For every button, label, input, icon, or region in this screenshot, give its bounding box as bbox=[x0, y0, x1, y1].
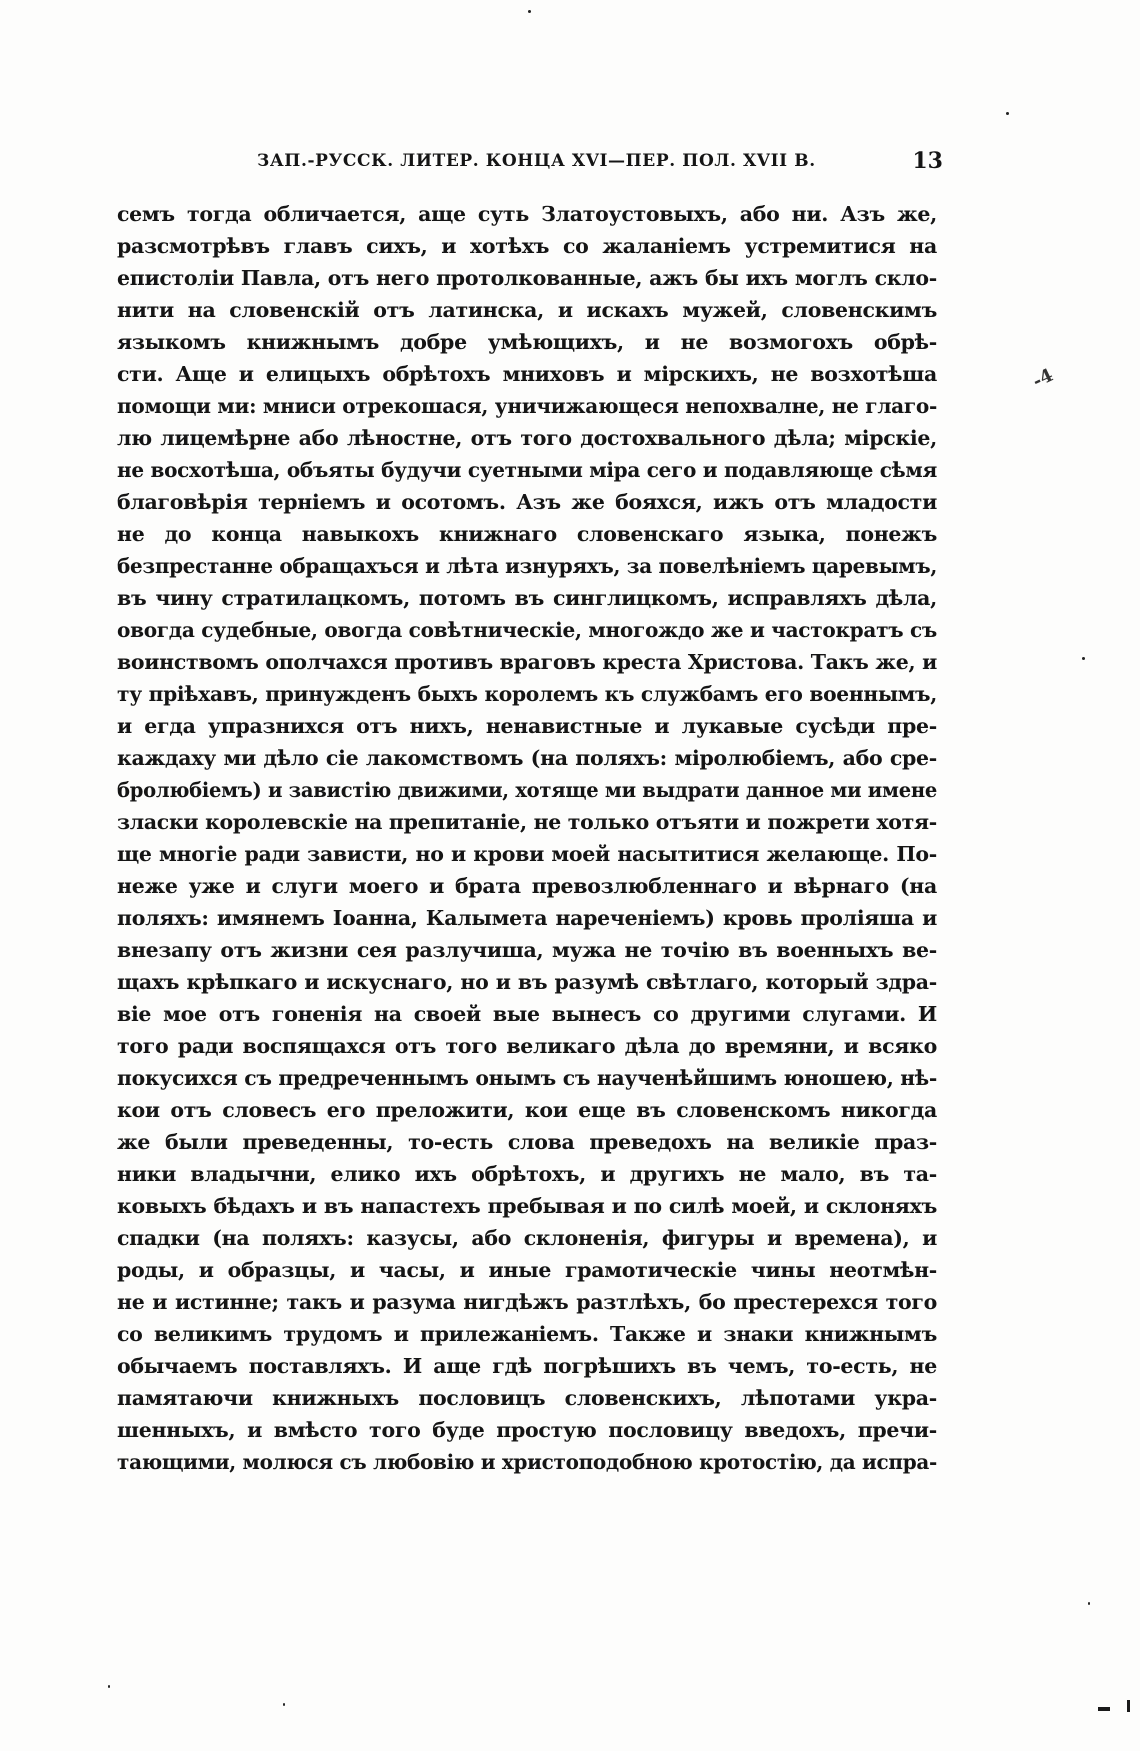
scan-mark bbox=[1127, 1700, 1130, 1712]
text-line: бролюбіемъ) и завистію движими, хотяще ми выдрати данное ми имене bbox=[117, 778, 937, 802]
scan-speck bbox=[1082, 657, 1085, 660]
page-number: 13 bbox=[912, 148, 943, 174]
text-line: языкомъ книжнымъ добре умѣющихъ, и не возмогохъ обрѣ- bbox=[117, 330, 937, 354]
text-line: того ради воспящахся отъ того великаго дѣла до времяни, и всяко bbox=[117, 1034, 937, 1058]
text-line: благовѣрія терніемъ и осотомъ. Азъ же бояхся, ижъ отъ младости bbox=[117, 490, 937, 514]
scan-speck bbox=[1088, 1602, 1090, 1605]
text-line: щахъ крѣпкаго и искуснаго, но и въ разумѣ свѣтлаго, который здра- bbox=[117, 970, 937, 994]
text-line: епистоліи Павла, отъ него протолкованные, ажъ бы ихъ моглъ скло- bbox=[117, 266, 937, 290]
text-line: семъ тогда обличается, аще суть Златоустовыхъ, або ни. Азъ же, bbox=[117, 202, 937, 226]
text-line: шенныхъ, и вмѣсто того буде простую пословицу введохъ, пречи- bbox=[117, 1418, 937, 1442]
text-line: ковыхъ бѣдахъ и въ напастехъ пребывая и по силѣ моей, и склоняхъ bbox=[117, 1194, 937, 1218]
text-line: сти. Аще и елицыхъ обрѣтохъ мниховъ и мірскихъ, не возхотѣша bbox=[117, 362, 937, 386]
text-line: и егда упразнихся отъ нихъ, ненавистные и лукавые сусѣди пре- bbox=[117, 714, 937, 738]
running-head bbox=[233, 146, 943, 176]
text-line: не до конца навыкохъ книжнаго словенскаго языка, понежъ bbox=[117, 522, 937, 546]
text-line: роды, и образцы, и часы, и иные грамотическіе чины неотмѣн- bbox=[117, 1258, 937, 1282]
text-line: неже уже и слуги моего и брата превозлюбленнаго и вѣрнаго (на bbox=[117, 874, 937, 898]
text-line: каждаху ми дѣло сіе лакомствомъ (на поляхъ: міролюбіемъ, або сре- bbox=[117, 746, 937, 770]
text-line: безпрестанне обращахъся и лѣта изнуряхъ, за повелѣніемъ царевымъ, bbox=[117, 554, 937, 578]
scan-speck bbox=[1006, 112, 1009, 115]
text-line: спадки (на поляхъ: казусы, або склоненія, фигуры и времена), и bbox=[117, 1226, 937, 1250]
text-line: лю лицемѣрне або лѣностне, отъ того достохвального дѣла; мірскіе, bbox=[117, 426, 937, 450]
scan-speck bbox=[108, 1685, 110, 1688]
text-line: не и истинне; такъ и разума нигдѣжъ разтлѣхъ, бо престерехся того bbox=[117, 1290, 937, 1314]
text-line: внезапу отъ жизни сея разлучиша, мужа не точію въ военныхъ ве- bbox=[117, 938, 937, 962]
text-line: обычаемъ поставляхъ. И аще гдѣ погрѣшихъ въ чемъ, то-есть, не bbox=[117, 1354, 937, 1378]
text-line: памятаючи книжныхъ пословицъ словенскихъ, лѣпотами укра- bbox=[117, 1386, 937, 1410]
text-line: віе мое отъ гоненія на своей вые вынесъ со другими слугами. И bbox=[117, 1002, 937, 1026]
text-line: же были преведенны, то-есть слова преведохъ на великіе праз- bbox=[117, 1130, 937, 1154]
text-line: ту пріѣхавъ, принужденъ быхъ королемъ къ службамъ его военнымъ, bbox=[117, 682, 937, 706]
scan-speck bbox=[528, 10, 531, 13]
text-line: разсмотрѣвъ главъ сихъ, и хотѣхъ со жаланіемъ устремитися на bbox=[117, 234, 937, 258]
text-line: кои отъ словесъ его преложити, кои еще въ словенскомъ никогда bbox=[117, 1098, 937, 1122]
scan-mark bbox=[1098, 1707, 1110, 1711]
text-line: покусихся съ предреченнымъ онымъ съ наученѣйшимъ юношею, нѣ- bbox=[117, 1066, 937, 1090]
text-line: овогда судебные, овогда совѣтническіе, многождо же и частократъ съ bbox=[117, 618, 937, 642]
text-line: поляхъ: имянемъ Іоанна, Калымета нареченіемъ) кровь проліяша и bbox=[117, 906, 937, 930]
text-line: тающими, молюся съ любовію и христоподобною кротостію, да испра- bbox=[117, 1450, 937, 1474]
scan-speck bbox=[283, 1703, 285, 1706]
running-title: ЗАП.-РУССК. ЛИТЕР. КОНЦА XVI—ПЕР. ПОЛ. XVII В. bbox=[257, 151, 816, 171]
text-line: помощи ми: мниси отрекошася, уничижающеся непохвалне, не глаго- bbox=[117, 394, 937, 418]
text-line: ники владычни, елико ихъ обрѣтохъ, и другихъ не мало, въ та- bbox=[117, 1162, 937, 1186]
text-line: ще многіе ради зависти, но и крови моей насытитися желающе. По- bbox=[117, 842, 937, 866]
margin-note: -4 bbox=[1029, 364, 1057, 393]
text-line: въ чину стратилацкомъ, потомъ въ синглицкомъ, исправляхъ дѣла, bbox=[117, 586, 937, 610]
text-line: не восхотѣша, объяты будучи суетными міра сего и подавляюще сѣмя bbox=[117, 458, 937, 482]
text-line: нити на словенскій отъ латинска, и искахъ мужей, словенскимъ bbox=[117, 298, 937, 322]
body-text bbox=[117, 198, 937, 1478]
text-line: со великимъ трудомъ и прилежаніемъ. Также и знаки книжнымъ bbox=[117, 1322, 937, 1346]
text-line: зласки королевскіе на препитаніе, не только отъяти и пожрети хотя- bbox=[117, 810, 937, 834]
text-line: воинствомъ ополчахся противъ враговъ креста Христова. Такъ же, и bbox=[117, 650, 937, 674]
